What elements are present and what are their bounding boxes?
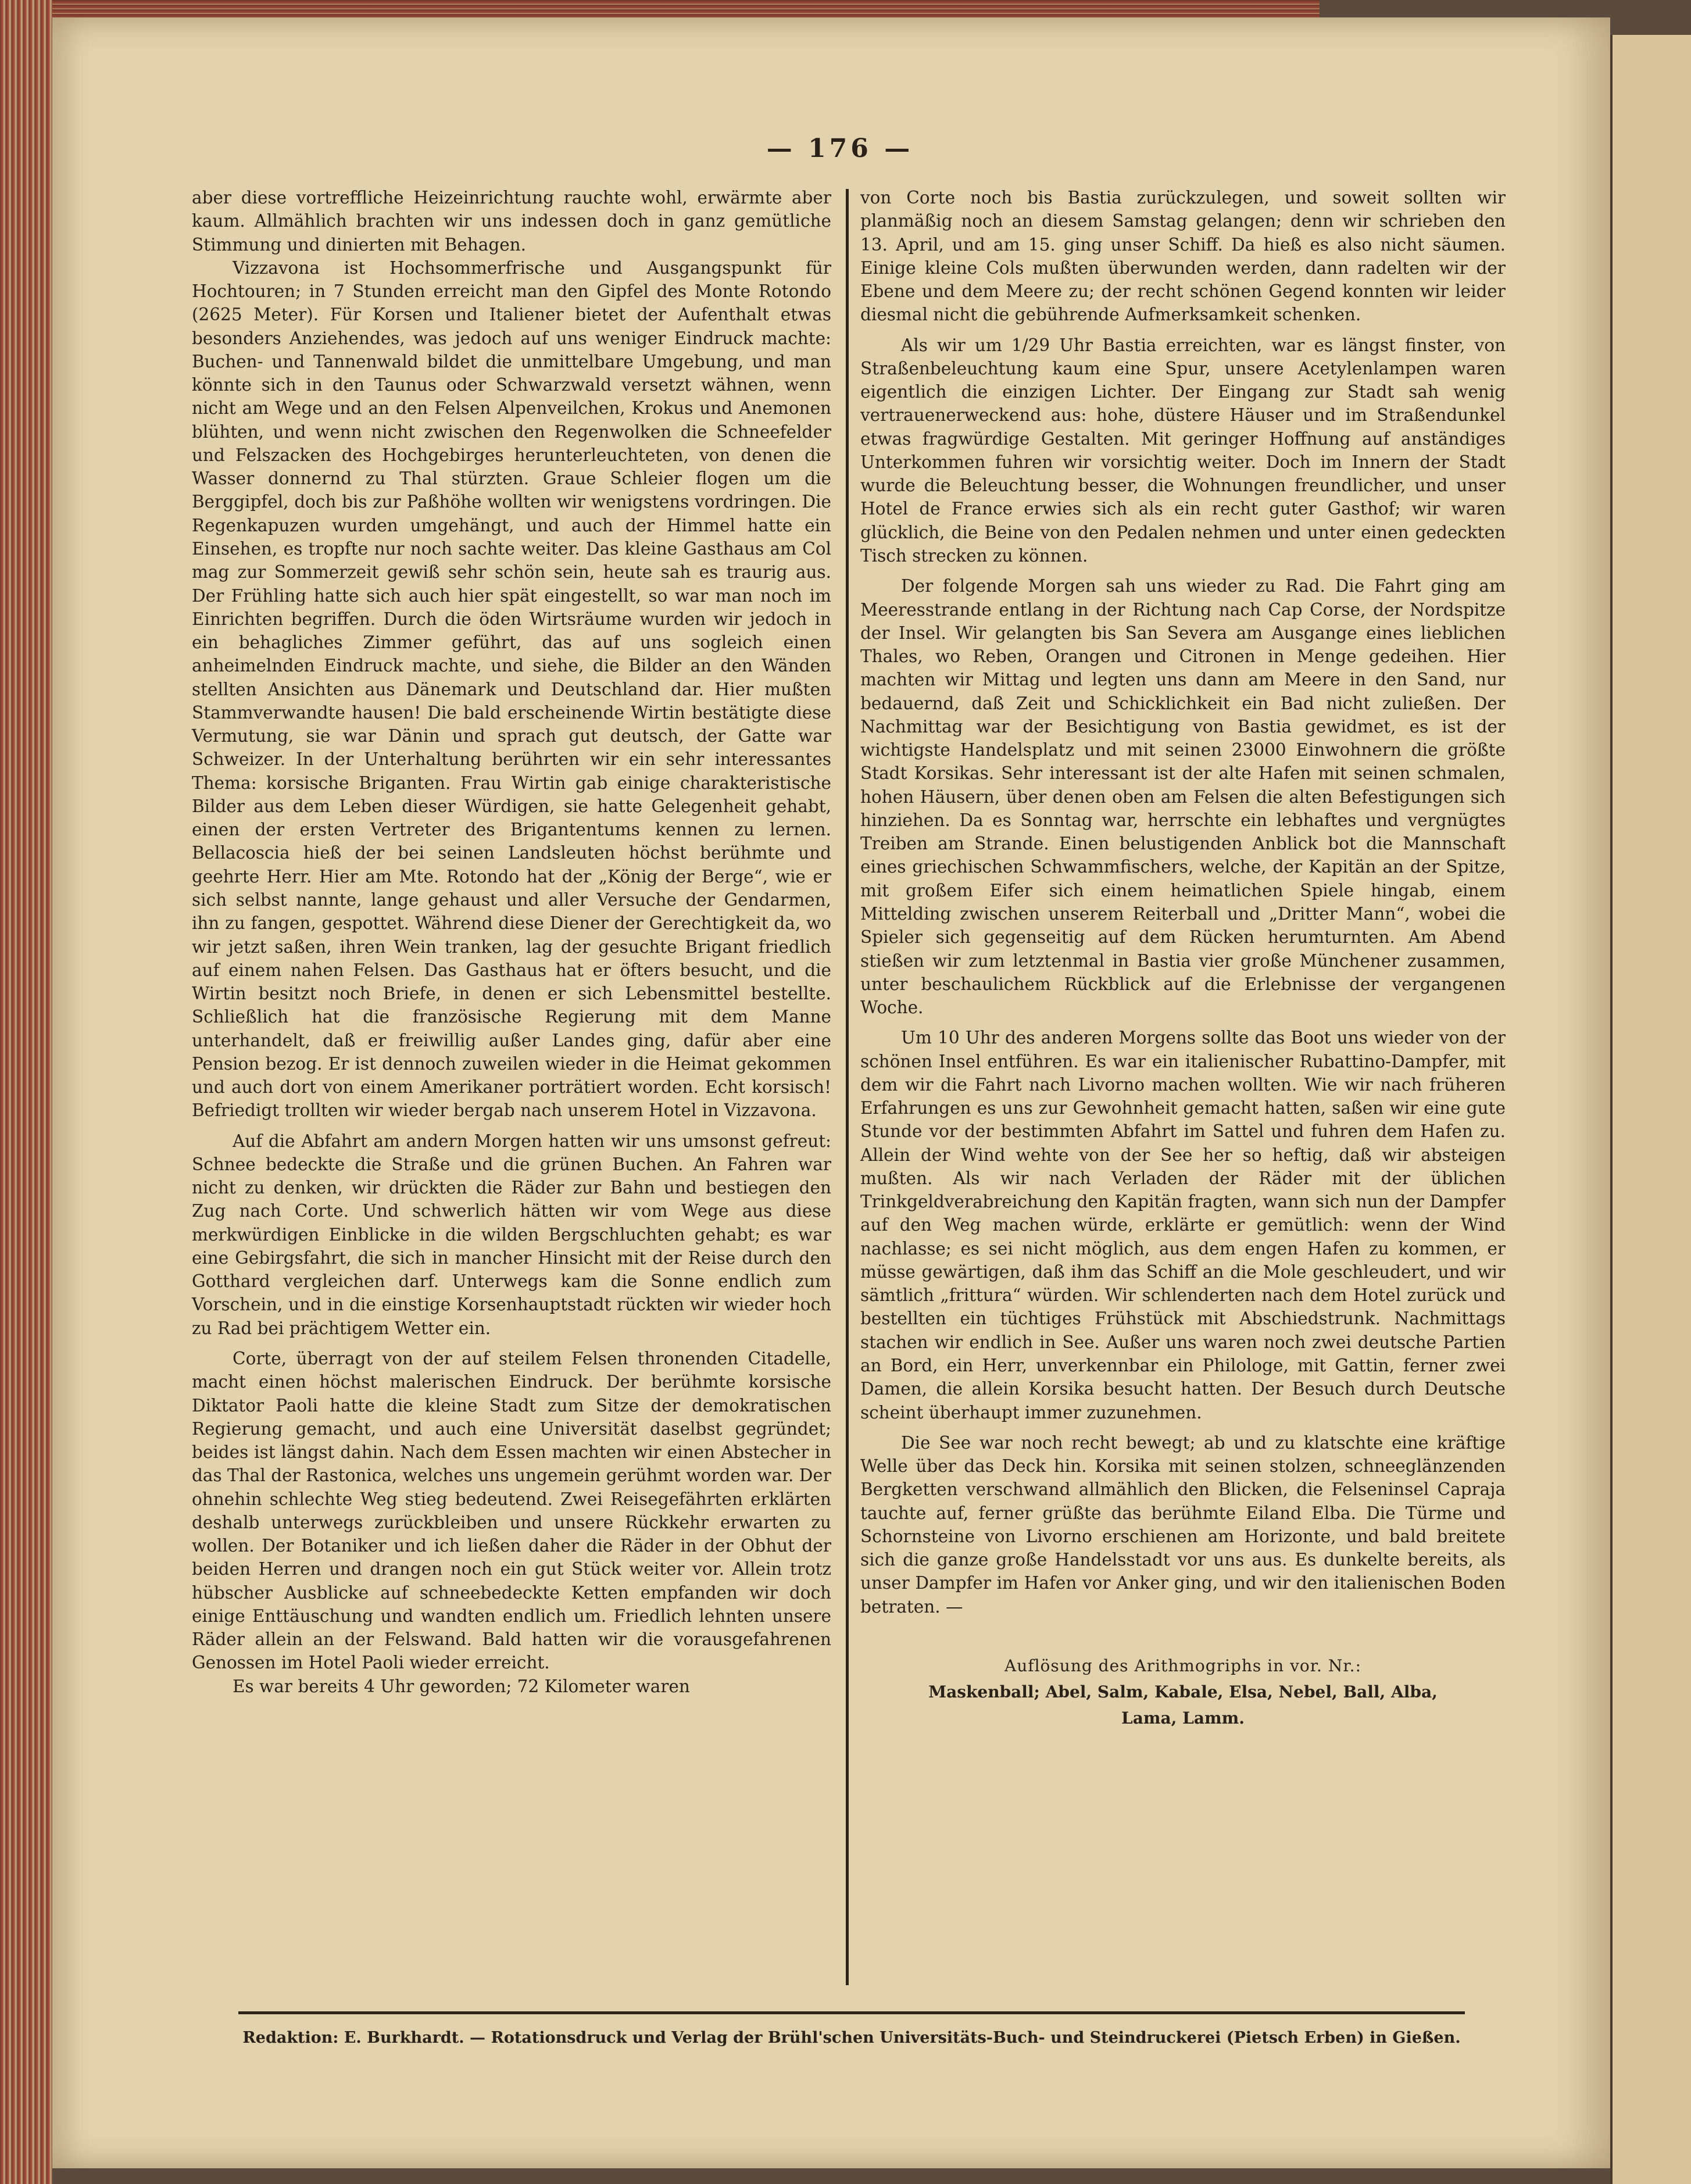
paragraph: Vizzavona ist Hochsommerfrische und Ausgangspunkt für Hochtouren; in 7 Stunden erreicht man den Gipfel des Monte Rotondo (2625 Meter). Für Korsen und Italiener bietet der Aufenthalt etwas besonders Anziehendes, was jedoch auf uns weniger Eindruck machte: Buchen- und Tannenwald bildet die unmittelbare Umgebung, und man könnte sich in den Taunus oder Schwarzwald versetzt wähnen, wenn nicht am Wege und an den Felsen Alpenveilchen, Krokus und Anemonen blühten, und wenn nicht zwischen den Regenwolken die Schneefelder und Felszacken des Hochgebirges herunterleuchteten, von denen die Wasser donnernd zu Thal stürzten. Graue Schleier flogen um die Berggipfel, doch bis zur Paßhöhe wollten wir wenigstens vordringen. Die Regenkapuzen wurden umgehängt, und auch der Himmel hatte ein Einsehen, es tropfte nur noch sachte weiter. Das kleine Gasthaus am Col mag zur Sommerzeit gewiß sehr schön sein, heute sah es traurig aus. Der Frühling hatte sich auch hier spät eingestellt, so war man noch im Einrichten begriffen. Durch die öden Wirtsräume wurden wir jedoch in ein behagliches Zimmer geführt, das auf uns sogleich einen anheimelnden Eindruck machte, und siehe, die Bilder an den Wänden stellten Ansichten aus Dänemark und Deutschland dar. Hier mußten Stammverwandte hausen! Die bald erscheinende Wirtin bestätigte diese Vermutung, sie war Dänin und sprach gut deutsch, der Gatte war Schweizer. In der Unterhaltung berührten wir ein sehr interessantes Thema: korsische Briganten. Frau Wirtin gab einige charakteristische Bilder aus dem Leben dieser Würdigen, sie hatte Gelegenheit gehabt, einen der ersten Vertreter des Brigantentums kennen zu lernen. Bellacoscia hieß der bei seinen Landsleuten höchst berühmte und geehrte Herr. Hier am Mte. Rotondo hat der „König der Berge“, wie er sich selbst nannte, lange gehaust und aller Versuche der Gendarmen, ihn zu fangen, gespottet. Während diese Diener der Gerechtigkeit da, wo wir jetzt saßen, ihren Wein tranken, lag der gesuchte Brigant friedlich auf einem nahen Felsen. Das Gasthaus hat er öfters besucht, und die Wirtin besitzt noch Briefe, in denen er sich Lebensmittel bestellte. Schließlich hat die französische Regierung mit dem Manne unterhandelt, daß er freiwillig außer Landes ging, dafür aber eine Pension bezog. Er ist dennoch zuweilen wieder in die Heimat gekommen und auch dort von einem Amerikaner porträtiert worden. Echt korsisch! Befriedigt trollten wir wieder bergab nach unserem Hotel in Vizzavona. [192, 258, 831, 1121]
paragraph: Als wir um 1/29 Uhr Bastia erreichten, war es längst finster, von Straßenbeleuchtung kaum eine Spur, unsere Acetylenlampen waren eigentlich die einzigen Lichter. Der Eingang zur Stadt sah wenig vertrauenerweckend aus: hohe, düstere Häuser und im Straßendunkel etwas fragwürdige Gestalten. Mit geringer Hoffnung auf anständiges Unterkommen fuhren wir vorsichtig weiter. Doch im Innern der Stadt wurde die Beleuchtung besser, die Wohnungen freundlicher, und unser Hotel de France erwies sich als ein recht guter Gasthof; wir waren glücklich, die Beine von den Pedalen nehmen und unter einen gedeckten Tisch strecken zu können. [860, 335, 1506, 566]
paragraph: Der folgende Morgen sah uns wieder zu Rad. Die Fahrt ging am Meeresstrande entlang in der Richtung nach Cap Corse, der Nordspitze der Insel. Wir gelangten bis San Severa am Ausgange eines lieblichen Thales, wo Reben, Orangen und Citronen in Menge gedeihen. Hier machten wir Mittag und legten uns dann am Meere in den Sand, nur bedauernd, daß Zeit und Schicklichkeit ein Bad nicht zuließen. Der Nachmittag war der Besichtigung von Bastia gewidmet, es ist der wichtigste Handelsplatz und mit seinen 23000 Einwohnern die größte Stadt Korsikas. Sehr interessant ist der alte Hafen mit seinen schmalen, hohen Häusern, über denen oben am Felsen die alten Befestigungen sich hinziehen. Da es Sonntag war, herrschte ein lebhaftes und vergnügtes Treiben am Strande. Einen belustigenden Anblick bot die Mannschaft eines griechischen Schwammfischers, welche, der Kapitän an der Spitze, mit großem Eifer sich einem heimatlichen Spiele hingab, einem Mittelding zwischen unserem Reiterball und „Dritter Mann“, wobei die Spieler sich gegenseitig auf dem Rücken herumturnten. Am Abend stießen wir zum letztenmal in Bastia vier große Münchener zusammen, unter beschaulichem Rückblick auf die Erlebnisse der vergangenen Woche. [860, 576, 1506, 1018]
puzzle-answer-line: Lama, Lamm. [1121, 1708, 1245, 1728]
footer-rule [238, 2011, 1465, 2014]
paragraph: Corte, überragt von der auf steilem Felsen thronenden Citadelle, macht einen höchst malerischen Eindruck. Der berühmte korsische Diktator Paoli hatte die kleine Stadt zum Sitze der demokratischen Regierung gemacht, und auch eine Universität daselbst gegründet; beides ist längst dahin. Nach dem Essen machten wir einen Abstecher in das Thal der Rastonica, welches uns ungemein gerühmt worden war. Der ohnehin schlechte Weg stieg bedeutend. Zwei Reisegefährten erklärten deshalb unterwegs zurückbleiben und unsere Rückkehr erwarten zu wollen. Der Botaniker und ich ließen daher die Räder in der Obhut der beiden Herren und drangen noch ein gut Stück weiter vor. Allein trotz hübscher Ausblicke auf schneebedeckte Ketten empfanden wir doch einige Enttäuschung und wandten endlich um. Friedlich lehnten unsere Räder allein an der Felswand. Bald hatten wir die vorausgefahrenen Genossen im Hotel Paoli wieder erreicht. [192, 1349, 831, 1673]
paragraph: Die See war noch recht bewegt; ab und zu klatschte eine kräftige Welle über das Deck hin. Korsika mit seinen stolzen, schneeglänzenden Bergketten verschwand allmählich den Blicken, die Felseninsel Capraja tauchte auf, ferner grüßte das berühmte Eiland Elba. Die Türme und Schornsteine von Livorno erschienen am Horizonte, und bald breitete sich die ganze große Handelsstadt vor uns aus. Es dunkelte bereits, als unser Dampfer im Hafen vor Anker ging, und wir den italienischen Boden betraten. — [860, 1432, 1506, 1617]
puzzle-answer-line: Maskenball; Abel, Salm, Kabale, Elsa, Nebel, Ball, Alba, [928, 1682, 1438, 1702]
paragraph: von Corte noch bis Bastia zurückzulegen, und soweit sollten wir planmäßig noch an diesem Samstag gelangen; denn wir schrieben den 13. April, und am 15. ging unser Schiff. Da hieß es also nicht säumen. Einige kleine Cols mußten überwunden werden, dann radelten wir der Ebene und dem Meere zu; der recht schönen Gegend konnten wir leider diesmal nicht die gebührende Aufmerksamkeit schenken. [860, 188, 1506, 325]
puzzle-answer-heading: Auflösung des Arithmogriphs in vor. Nr.: [1004, 1656, 1361, 1675]
puzzle-answer [860, 1653, 1506, 1731]
column-divider [846, 189, 849, 1985]
left-column [192, 186, 831, 1698]
right-column [860, 186, 1506, 1731]
page-number: — 176 — [766, 134, 914, 163]
imprint-footer: Redaktion: E. Burkhardt. — Rotationsdruck und Verlag der Brühl'schen Universitäts-Buch- und Steindruckerei (Pietsch Erben) in Gießen. [242, 2029, 1461, 2047]
book-edge [0, 0, 52, 2184]
paragraph: Es war bereits 4 Uhr geworden; 72 Kilometer waren [233, 1676, 690, 1696]
paragraph: aber diese vortreffliche Heizeinrichtung rauchte wohl, erwärmte aber kaum. Allmählich brachten wir uns indessen doch in ganz gemütliche Stimmung und dinierten mit Behagen. [192, 188, 831, 255]
paragraph: Um 10 Uhr des anderen Morgens sollte das Boot uns wieder von der schönen Insel entführen. Es war ein italienischer Rubattino-Dampfer, mit dem wir die Fahrt nach Livorno machen wollten. Wie wir nach früheren Erfahrungen es uns zur Gewohnheit gemacht hatten, saßen wir eine gute Stunde vor der bestimmten Abfahrt im Sattel und fuhren dem Hafen zu. Allein der Wind wehte von der See her so heftig, daß wir absteigen mußten. Als wir nach Verladen der Räder mit der üblichen Trinkgeldverabreichung den Kapitän fragten, wann sich nun der Dampfer auf den Weg machen würde, erklärte er gemütlich: wenn der Wind nachlasse; es sei nicht möglich, aus dem engen Hafen zu kommen, er müsse gewärtigen, daß ihm das Schiff an die Mole geschleudert, und wir sämtlich „frittura“ würden. Wir schlenderten nach dem Hotel zurück und bestellten ein tüchtiges Frühstück mit Abschiedstrunk. Nachmittags stachen wir endlich in See. Außer uns waren noch zwei deutsche Partien an Bord, ein Herr, unverkennbar ein Philologe, mit Gattin, ferner zwei Damen, die allein Korsika besucht hatten. Der Besuch durch Deutsche scheint überhaupt immer zuzunehmen. [860, 1028, 1506, 1422]
adjacent-page-edge [1610, 35, 1691, 2184]
paragraph: Auf die Abfahrt am andern Morgen hatten wir uns umsonst gefreut: Schnee bedeckte die Straße und die grünen Buchen. An Fahren war nicht zu denken, wir drückten die Räder zur Bahn und bestiegen den Zug nach Corte. Und schwerlich hätten wir vom Wege aus diese merkwürdigen Einblicke in die wilden Bergschluchten gehabt; es war eine Gebirgsfahrt, die sich in mancher Hinsicht mit der Reise durch den Gotthard vergleichen darf. Unterwegs kam die Sonne endlich zum Vorschein, und in die einstige Korsenhauptstadt rückten wir wieder hoch zu Rad bei prächtigem Wetter ein. [192, 1131, 831, 1338]
